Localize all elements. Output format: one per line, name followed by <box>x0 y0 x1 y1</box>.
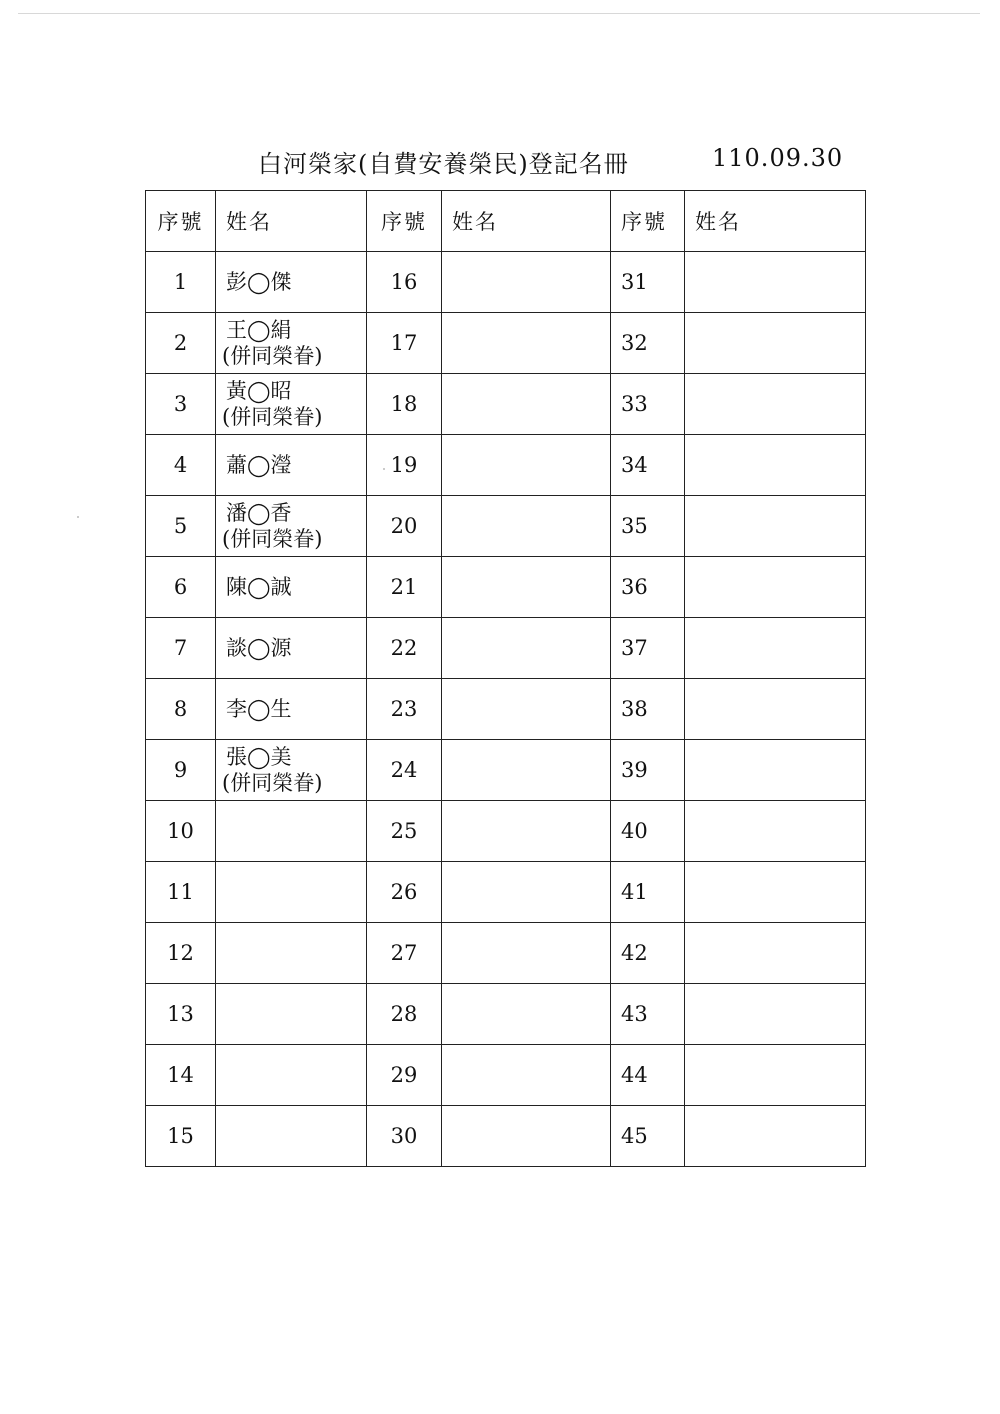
name-cell <box>442 252 611 313</box>
name-cell <box>685 252 866 313</box>
table-row <box>146 557 866 618</box>
name-cell <box>442 679 611 740</box>
person-name: 陳◯誠 <box>226 575 292 599</box>
header-seq-cell: 序號 <box>611 191 685 252</box>
seq-cell: 21 <box>367 557 442 618</box>
name-cell <box>442 313 611 374</box>
seq-cell: 37 <box>611 618 685 679</box>
name-cell <box>216 435 367 496</box>
name-cell <box>442 923 611 984</box>
table-row <box>146 618 866 679</box>
document-date: 110.09.30 <box>712 144 844 172</box>
register-table <box>145 190 866 1167</box>
name-cell <box>216 496 367 557</box>
name-cell <box>216 984 367 1045</box>
name-cell <box>216 801 367 862</box>
name-cell <box>216 1106 367 1167</box>
name-cell <box>685 557 866 618</box>
seq-cell: 22 <box>367 618 442 679</box>
seq-cell: 26 <box>367 862 442 923</box>
seq-cell: 40 <box>611 801 685 862</box>
header-name-cell: 姓名 <box>442 191 611 252</box>
table-row <box>146 374 866 435</box>
table-row <box>146 801 866 862</box>
seq-cell: 38 <box>611 679 685 740</box>
scan-speck <box>77 516 79 518</box>
name-cell <box>442 618 611 679</box>
seq-cell: 29 <box>367 1045 442 1106</box>
seq-cell: 4 <box>146 435 216 496</box>
person-name: 張◯美 <box>226 745 292 769</box>
table-row <box>146 435 866 496</box>
seq-cell: 20 <box>367 496 442 557</box>
seq-cell: 25 <box>367 801 442 862</box>
dependent-note: (併同榮眷) <box>222 771 323 795</box>
seq-cell: 34 <box>611 435 685 496</box>
seq-cell: 19 <box>367 435 442 496</box>
name-cell <box>685 801 866 862</box>
table-row <box>146 1106 866 1167</box>
person-name: 李◯生 <box>226 697 292 721</box>
seq-cell: 31 <box>611 252 685 313</box>
table-row <box>146 984 866 1045</box>
seq-cell: 10 <box>146 801 216 862</box>
table-row <box>146 313 866 374</box>
seq-cell: 27 <box>367 923 442 984</box>
name-cell <box>216 923 367 984</box>
header-seq-cell: 序號 <box>367 191 442 252</box>
dependent-note: (併同榮眷) <box>222 344 323 368</box>
seq-cell: 23 <box>367 679 442 740</box>
name-cell <box>216 252 367 313</box>
name-cell <box>442 801 611 862</box>
header-row <box>146 191 866 252</box>
seq-cell: 11 <box>146 862 216 923</box>
name-cell <box>685 1106 866 1167</box>
name-cell <box>685 435 866 496</box>
person-name: 蕭◯瀅 <box>226 453 292 477</box>
seq-cell: 39 <box>611 740 685 801</box>
name-cell <box>442 1045 611 1106</box>
seq-cell: 2 <box>146 313 216 374</box>
seq-cell: 42 <box>611 923 685 984</box>
table-row <box>146 862 866 923</box>
name-cell <box>216 679 367 740</box>
document-title: 白河榮家(自費安養榮民)登記名冊 <box>258 150 629 178</box>
name-cell <box>442 435 611 496</box>
person-name: 黃◯昭 <box>226 379 292 403</box>
header-seq-cell: 序號 <box>146 191 216 252</box>
seq-cell: 33 <box>611 374 685 435</box>
name-cell <box>442 557 611 618</box>
seq-cell: 30 <box>367 1106 442 1167</box>
seq-cell: 14 <box>146 1045 216 1106</box>
seq-cell: 9 <box>146 740 216 801</box>
header-name-cell: 姓名 <box>216 191 367 252</box>
header-name-cell: 姓名 <box>685 191 866 252</box>
seq-cell: 3 <box>146 374 216 435</box>
name-cell <box>216 1045 367 1106</box>
seq-cell: 44 <box>611 1045 685 1106</box>
seq-cell: 28 <box>367 984 442 1045</box>
name-cell <box>685 496 866 557</box>
seq-cell: 5 <box>146 496 216 557</box>
seq-cell: 45 <box>611 1106 685 1167</box>
name-cell <box>442 1106 611 1167</box>
name-cell <box>216 862 367 923</box>
seq-cell: 35 <box>611 496 685 557</box>
name-cell <box>216 374 367 435</box>
seq-cell: 41 <box>611 862 685 923</box>
scan-edge-line <box>18 13 980 14</box>
name-cell <box>685 1045 866 1106</box>
name-cell <box>685 984 866 1045</box>
table-row <box>146 1045 866 1106</box>
person-name: 彭◯傑 <box>226 270 292 294</box>
name-cell <box>216 557 367 618</box>
table-row <box>146 679 866 740</box>
name-cell <box>216 618 367 679</box>
seq-cell: 7 <box>146 618 216 679</box>
name-cell <box>216 740 367 801</box>
register-body <box>146 191 866 1167</box>
person-name: 談◯源 <box>226 636 292 660</box>
seq-cell: 15 <box>146 1106 216 1167</box>
name-cell <box>442 984 611 1045</box>
name-cell <box>442 374 611 435</box>
person-name: 潘◯香 <box>226 501 292 525</box>
seq-cell: 18 <box>367 374 442 435</box>
table-row <box>146 496 866 557</box>
name-cell <box>442 496 611 557</box>
name-cell <box>442 740 611 801</box>
seq-cell: 17 <box>367 313 442 374</box>
seq-cell: 12 <box>146 923 216 984</box>
dependent-note: (併同榮眷) <box>222 405 323 429</box>
name-cell <box>685 923 866 984</box>
seq-cell: 32 <box>611 313 685 374</box>
name-cell <box>685 740 866 801</box>
name-cell <box>685 618 866 679</box>
person-name: 王◯絹 <box>226 318 292 342</box>
seq-cell: 16 <box>367 252 442 313</box>
name-cell <box>685 313 866 374</box>
name-cell <box>685 374 866 435</box>
seq-cell: 1 <box>146 252 216 313</box>
seq-cell: 24 <box>367 740 442 801</box>
table-row <box>146 923 866 984</box>
name-cell <box>216 313 367 374</box>
name-cell <box>685 679 866 740</box>
seq-cell: 6 <box>146 557 216 618</box>
table-row <box>146 252 866 313</box>
seq-cell: 8 <box>146 679 216 740</box>
seq-cell: 36 <box>611 557 685 618</box>
seq-cell: 13 <box>146 984 216 1045</box>
name-cell <box>442 862 611 923</box>
dependent-note: (併同榮眷) <box>222 527 323 551</box>
seq-cell: 43 <box>611 984 685 1045</box>
name-cell <box>685 862 866 923</box>
table-row <box>146 740 866 801</box>
